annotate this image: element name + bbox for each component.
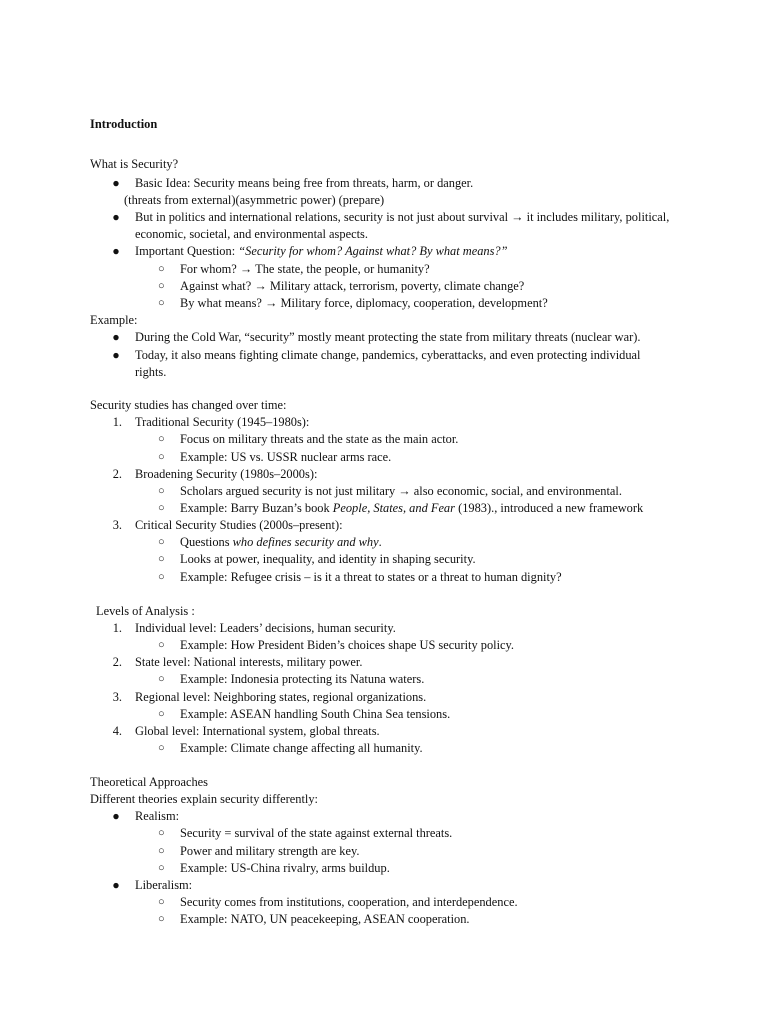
text-level-4-example: Example: Climate change affecting all humanity. xyxy=(180,741,423,755)
text-trad-a: Focus on military threats and the state as the main actor. xyxy=(180,432,459,446)
doc-title: Introduction xyxy=(90,117,158,131)
text-cold-war: During the Cold War, “security” mostly meant protecting the state from military threats (nuclear war). xyxy=(135,330,641,344)
circle-marker: ○ xyxy=(158,571,165,583)
text-liberalism-a: Security comes from institutions, cooperation, and interdependence. xyxy=(180,895,518,909)
circle-marker: ○ xyxy=(158,845,165,857)
bullet-marker: ● xyxy=(112,244,120,258)
heading-what-is-security: What is Security? xyxy=(90,157,179,171)
important-question-italic: “Security for whom? Against what? By what means?” xyxy=(238,244,508,258)
text-broad-b xyxy=(180,500,643,517)
number-marker: 1. xyxy=(112,621,122,635)
crit-a-italic: who defines security and why xyxy=(232,535,379,549)
text-level-3: Regional level: Neighboring states, regional organizations. xyxy=(135,690,427,704)
text-realism-b: Power and military strength are key. xyxy=(180,844,360,858)
text-politics-line2: economic, societal, and environmental aspects. xyxy=(135,227,368,241)
crit-a-post: . xyxy=(378,535,382,549)
bullet-marker: ● xyxy=(112,210,120,224)
circle-marker: ○ xyxy=(158,553,165,565)
text-crit-a xyxy=(180,534,382,551)
text-traditional: Traditional Security (1945–1980s): xyxy=(135,415,310,429)
circle-marker: ○ xyxy=(158,536,165,548)
text-realism-c: Example: US-China rivalry, arms buildup. xyxy=(180,861,390,875)
circle-marker: ○ xyxy=(158,433,165,445)
heading-studies-changed: Security studies has changed over time: xyxy=(90,398,287,412)
text-level-2-example: Example: Indonesia protecting its Natuna waters. xyxy=(180,672,425,686)
circle-marker: ○ xyxy=(158,280,165,292)
crit-a-pre: Questions xyxy=(180,535,233,549)
text-level-4: Global level: International system, global threats. xyxy=(135,724,380,738)
text-today-line2: rights. xyxy=(135,365,167,379)
text-against-what: Against what? → Military attack, terrorism, poverty, climate change? xyxy=(180,279,525,293)
bullet-marker: ● xyxy=(112,878,120,892)
circle-marker: ○ xyxy=(158,913,165,925)
circle-marker: ○ xyxy=(158,862,165,874)
text-for-whom: For whom? → The state, the people, or humanity? xyxy=(180,262,430,276)
bullet-marker: ● xyxy=(112,330,120,344)
text-basic-idea: Basic Idea: Security means being free from threats, harm, or danger. xyxy=(135,176,474,190)
circle-marker: ○ xyxy=(158,673,165,685)
text-level-1: Individual level: Leaders’ decisions, human security. xyxy=(135,621,396,635)
circle-marker: ○ xyxy=(158,485,165,497)
text-realism: Realism: xyxy=(135,809,180,823)
book-title: People, States, and Fear xyxy=(332,501,455,515)
text-politics-line1: But in politics and international relations, security is not just about survival → it includes military, political, xyxy=(135,210,670,224)
bullet-marker: ● xyxy=(112,809,120,823)
heading-theoretical: Theoretical Approaches xyxy=(90,775,209,789)
text-level-3-example: Example: ASEAN handling South China Sea tensions. xyxy=(180,707,451,721)
broad-b-pre: Example: Barry Buzan’s book xyxy=(180,501,333,515)
circle-marker: ○ xyxy=(158,502,165,514)
text-basic-note: (threats from external)(asymmetric power) (prepare) xyxy=(124,193,385,207)
circle-marker: ○ xyxy=(158,451,165,463)
circle-marker: ○ xyxy=(158,263,165,275)
text-by-what-means: By what means? → Military force, diplomacy, cooperation, development? xyxy=(180,296,548,310)
circle-marker: ○ xyxy=(158,639,165,651)
circle-marker: ○ xyxy=(158,297,165,309)
text-broadening: Broadening Security (1980s–2000s): xyxy=(135,467,318,481)
text-level-1-example: Example: How President Biden’s choices shape US security policy. xyxy=(180,638,515,652)
number-marker: 3. xyxy=(112,518,122,532)
number-marker: 2. xyxy=(112,467,122,481)
number-marker: 2. xyxy=(112,655,122,669)
text-realism-a: Security = survival of the state against external threats. xyxy=(180,826,453,840)
heading-levels: Levels of Analysis : xyxy=(96,604,195,618)
text-crit-b: Looks at power, inequality, and identity in shaping security. xyxy=(180,552,476,566)
bullet-marker: ● xyxy=(112,176,120,190)
circle-marker: ○ xyxy=(158,708,165,720)
number-marker: 4. xyxy=(112,724,122,738)
circle-marker: ○ xyxy=(158,742,165,754)
bullet-marker: ● xyxy=(112,348,120,362)
text-trad-b: Example: US vs. USSR nuclear arms race. xyxy=(180,450,392,464)
text-level-2: State level: National interests, military power. xyxy=(135,655,363,669)
text-crit-c: Example: Refugee crisis – is it a threat to states or a threat to human dignity? xyxy=(180,570,562,584)
circle-marker: ○ xyxy=(158,827,165,839)
number-marker: 3. xyxy=(112,690,122,704)
text-today-line1: Today, it also means fighting climate change, pandemics, cyberattacks, and even protecting individual xyxy=(135,348,641,362)
text-liberalism-b: Example: NATO, UN peacekeeping, ASEAN cooperation. xyxy=(180,912,470,926)
text-different-theories: Different theories explain security differently: xyxy=(90,792,318,806)
example-label: Example: xyxy=(90,313,138,327)
broad-b-post: (1983)., introduced a new framework xyxy=(454,501,644,515)
text-broad-a: Scholars argued security is not just military → also economic, social, and environmental. xyxy=(180,484,622,498)
text-important-question xyxy=(135,243,508,260)
circle-marker: ○ xyxy=(158,896,165,908)
text-critical: Critical Security Studies (2000s–present): xyxy=(135,518,343,532)
number-marker: 1. xyxy=(112,415,122,429)
text-liberalism: Liberalism: xyxy=(135,878,193,892)
important-question-label: Important Question: xyxy=(135,244,239,258)
